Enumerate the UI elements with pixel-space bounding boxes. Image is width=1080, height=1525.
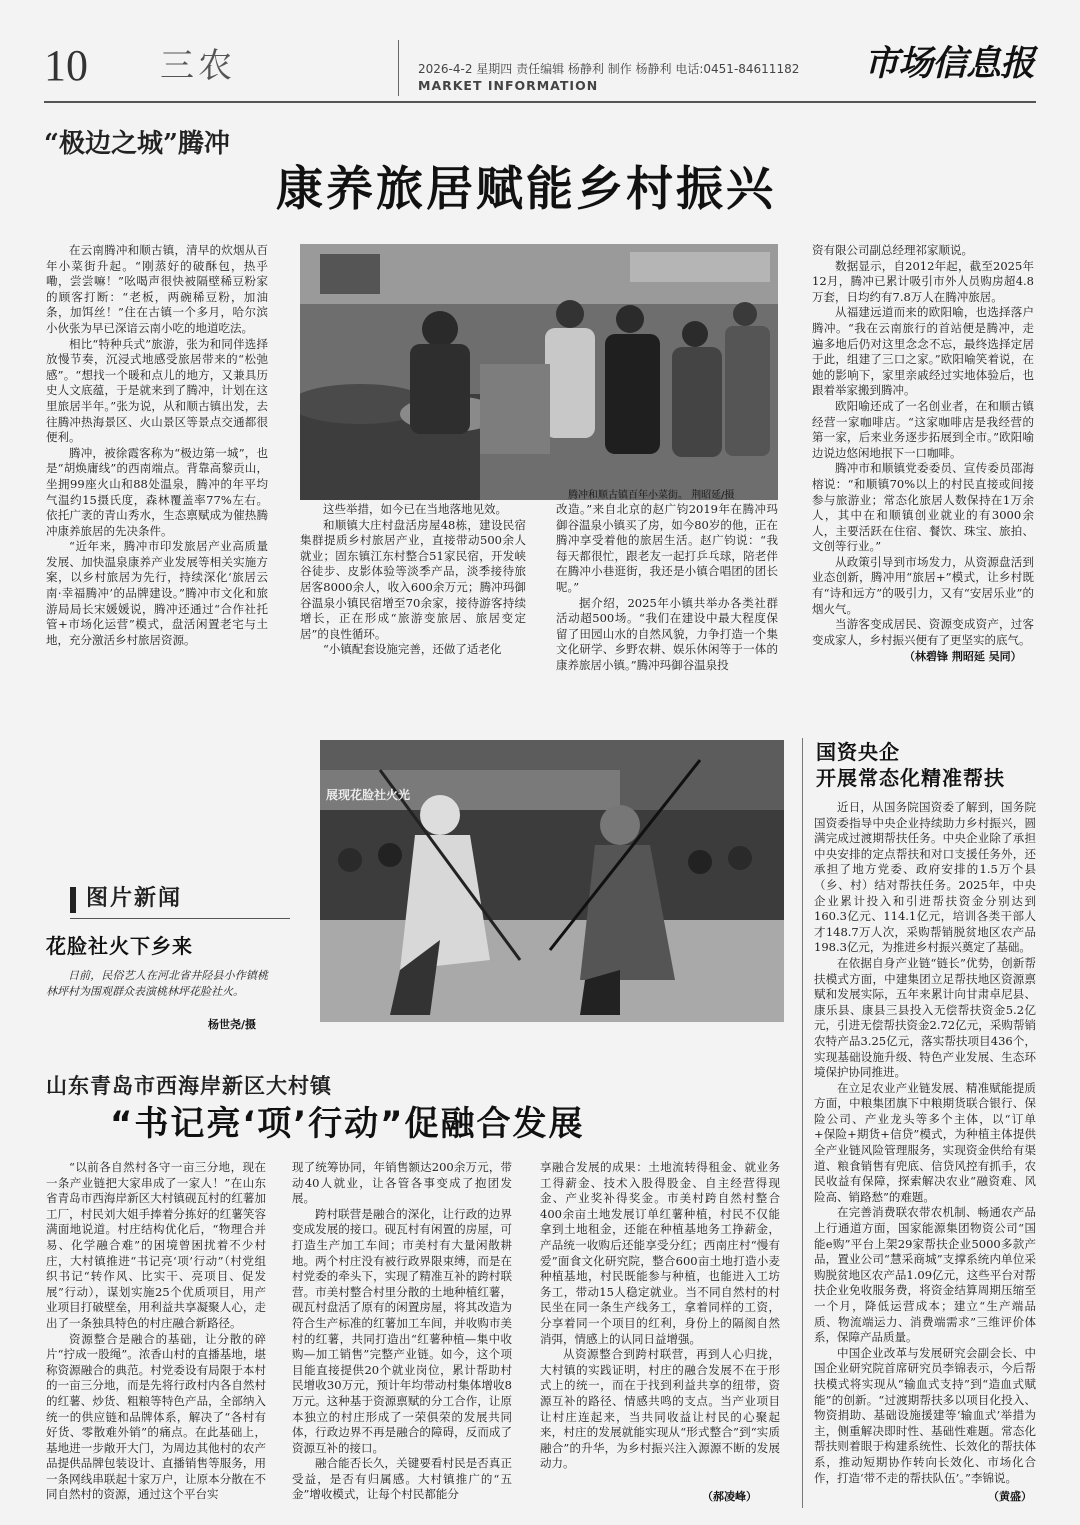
market-photo-caption: 腾冲和顺古镇百年小菜街。 荆昭延/摄 — [568, 490, 735, 501]
photo-news-tag: 图片新闻 — [86, 885, 183, 911]
paragraph: 和顺镇大庄村盘活房屋48栋，建设民宿集群提质乡村旅居产业，直接带动500余人就业；固东镇江东村整合51家民宿，开发峡谷徒步、皮影体验等淡季产品，淡季接待旅居客8000余人，收入600余万元；腾冲玛御谷温泉小镇民宿增至70余家，接待游客持续增长，正在形成“旅游变旅居、旅居变定居”的良性循环。 — [300, 517, 526, 641]
photo-news-headline: 花脸社火下乡来 — [46, 934, 193, 958]
article1-headline: 康养旅居赋能乡村振兴 — [276, 162, 776, 217]
page-number: 10 — [44, 41, 88, 90]
section-name: 三农 — [160, 46, 236, 86]
article3-headline-line1: 国资央企 — [816, 740, 900, 764]
article1-column-4 — [812, 243, 1034, 648]
face-paint-performance-photo — [320, 740, 784, 1022]
paragraph: 现了统筹协同，年销售额达200余万元，带动40人就业，让各管各事变成了抱团发展。 — [292, 1160, 512, 1206]
paragraph: 跨村联营是融合的深化，让行政的边界变成发展的接口。砚瓦村有闲置的房屋，可打造生产加工车间；市美村有大量闲散耕地。两个村庄没有被行政界限束缚，而是在村党委的牵头下，实现了精准互补的跨村联营。市美村整合村里分散的土地种植红薯，砚瓦村盘活了原有的闲置房屋，将其改造为符合生产标准的红薯加工车间，并收购市美村的红薯，共同打造出“红薯种植—集中收购—加工销售”完整产业链。如今，这个项目能直接提供20个就业岗位，累计帮助村民增收30万元，预计年均带动村集体增收8万元。这种基于资源禀赋的分工合作，让原本独立的村庄形成了一荣俱荣的发展共同体，行政边界不再是融合的障碍，反而成了资源互补的接口。 — [292, 1206, 512, 1455]
paragraph: 近日，从国务院国资委了解到，国务院国资委指导中央企业持续助力乡村振兴，圆满完成过渡期帮扶任务。中央企业除了承担中央安排的定点帮扶和对口支援任务外，还承担了地方党委、政府安排的1.5万个县（乡、村）结对帮扶任务。2025年，中央企业累计投入和引进帮扶资金分别达到160.3亿元、114.1亿元，培训各类干部人才148.7万人次，采购帮销脱贫地区农产品198.3亿元，为推进乡村振兴奠定了基础。 — [814, 800, 1036, 955]
market-street-photo — [300, 244, 778, 500]
photo-news-rule — [70, 918, 290, 919]
paragraph: 从资源整合到跨村联营，再到人心归拢，大村镇的实践证明，村庄的融合发展不在于形式上的统一，而在于找到利益共享的纽带，资源互补的路径、情感共鸣的支点。当产业项目让村庄连起来，当共同收益让村民的心聚起来，村庄的发展就能实现从“形式整合”到“实质融合”的升华，为乡村振兴注入源源不断的发展动力。 — [540, 1347, 780, 1471]
article2-column-1 — [46, 1160, 266, 1503]
paragraph: 据介绍，2025年小镇共举办各类社群活动超500场。“我们在建设中最大程度保留了田园山水的自然风貌，力争打造一个集文化研学、乡野农耕、娱乐休闲等于一体的康养旅居小镇。”腾冲玛御谷温泉投 — [556, 595, 778, 672]
article2-headline: “书记亮‘项’行动”促融合发展 — [110, 1104, 585, 1144]
paragraph: 在立足农业产业链发展、精准赋能提质方面，中粮集团旗下中粮期货联合银行、保险公司、产业龙头等多个主体，以“订单+保险+期货+信贷”模式，为种植主体提供全产业链风险管理服务，实现资金供给有渠道、粮食销售有兜底、信贷风控有抓手，农民收益有保障，探索解决农业“融资难、风险高、销路愁”的难题。 — [814, 1080, 1036, 1204]
article1-kicker: “极边之城”腾冲 — [44, 129, 230, 159]
article1-column-3 — [556, 502, 778, 674]
paragraph: 在完善消费联农带农机制、畅通农产品上行通道方面，国家能源集团物资公司“国能e购”平台上架29家帮扶企业5000多款产品，置业公司“慧采商城”支撑系统内单位采购脱贫地区农产品1.09亿元，这些平台对帮扶企业免收服务费，将资金结算周期压缩至一个月，降低运营成本；建立“生产端品质、物流端运力、消费端需求”三维评价体系，保障产品质量。 — [814, 1205, 1036, 1345]
paragraph: 资源整合是融合的基础，让分散的碎片“拧成一股绳”。浓香山村的直播基地，堪称资源融合的典范。村党委设有局限于本村的一亩三分地，而是先将行政村内各自然村的红薯、炒货、粗粮等特色产品，全部纳入统一的供应链和品牌体系，解决了“各村有好货、零散难外销”的痛点。在此基础上，基地进一步敞开大门，为周边其他村的农产品提供品牌包装设计、直播销售等服务，用一条网线串联起十家万户，让原本分散在不同自然村的资源，通过这个平台实 — [46, 1331, 266, 1502]
market-photo-illustration — [300, 244, 778, 500]
paragraph: 日前，民俗艺人在河北省井陉县小作镇桃林坪村为围观群众表演桃林坪花脸社火。 — [46, 969, 268, 998]
article2-byline: （郝凌峰） — [702, 1490, 757, 1503]
issue-meta: 2026-4-2 星期四 责任编辑 杨静利 制作 杨静利 电话:0451-84611182 — [418, 62, 800, 76]
paragraph: 在依据自身产业链“链长”优势，创新帮扶模式方面，中建集团立足帮扶地区资源禀赋和发展实际，五年来累计向甘肃卓尼县、康乐县、康县三县投入无偿帮扶资金5.2亿元，引进无偿帮扶资金2.72亿元，采购帮销农特产品3.25亿元，落实帮扶项目436个，实现基础设施升级、特色产业发展、生态环境保护协同推进。 — [814, 955, 1036, 1080]
article2-kicker: 山东青岛市西海岸新区大村镇 — [46, 1073, 332, 1098]
paragraph: 改造。”来自北京的赵广钧2019年在腾冲玛御谷温泉小镇买了房，如今80岁的他，正在腾冲享受着他的旅居生活。赵广钧说：“我每天都很忙，跟老友一起打乒乓球，陪老伴在腾冲小巷逛街，我还是小镇合唱团的团长呢。” — [556, 502, 778, 594]
article3-headline-line2: 开展常态化精准帮扶 — [816, 766, 1005, 790]
paragraph: 腾冲市和顺镇党委委员、宣传委员邵海榕说：“和顺镇70%以上的村民直接或间接参与旅游业；常态化旅居人数保持在1万余人，其中在和顺镇创业就业的有3000余人，主要活跃在住宿、餐饮、珠宝、旅拍、文创等行业。” — [812, 461, 1034, 554]
photo-news-caption — [46, 968, 268, 999]
paragraph: 欧阳喻还成了一名创业者，在和顺古镇经营一家咖啡店。“这家咖啡店是我经营的第一家，后来业务逐步拓展到全市。”欧阳喻边说边悠闲地抿下一口咖啡。 — [812, 398, 1034, 460]
article3-divider — [802, 738, 803, 1508]
performance-photo-illustration — [320, 740, 784, 1022]
masthead-english: MARKET INFORMATION — [418, 78, 599, 93]
paragraph: 融合能否长久，关键要看村民是否真正受益，是否有归属感。大村镇推广的“五金”增收模式，让每个村民都能分 — [292, 1456, 512, 1502]
article1-byline: （林碧锋 荆昭延 吴同） — [904, 650, 1022, 663]
photo-news-credit: 杨世尧/摄 — [208, 1018, 257, 1031]
paragraph: “近年来，腾冲市印发旅居产业高质量发展、加快温泉康养产业发展等相关实施方案，以乡村旅居为先行，持续深化‘旅居云南·幸福腾冲’的品牌建设。”腾冲市文化和旅游局局长宋媛媛说，腾冲还通过“合作社托管+市场化运营”模式，盘活闲置老宅与土地，充分激活乡村旅居资源。 — [46, 539, 268, 647]
banner-text: 展现花脸社火光 — [326, 788, 411, 802]
header-rule — [44, 101, 1036, 103]
paragraph: 享融合发展的成果：土地流转得租金、就业务工得薪金、技术入股得股金、自主经营得现金、产业奖补得奖金。市美村跨自然村整合400余亩土地发展订单红薯种植，村民不仅能拿到土地租金，还能在种植基地务工挣薪金，产品统一收购后还能享受分红；西南庄村“慢有爱”面食文化研究院，整合600亩土地打造小麦种植基地，村民既能参与种植，也能进入工坊务工，带动15人稳定就业。当不同自然村的村民坐在同一条生产线务工，拿着同样的工资，分享着同一个项目的红利，身份上的隔阂自然消弭，情感上的认同日益增强。 — [540, 1160, 780, 1346]
paragraph: 相比“特种兵式”旅游，张为和同伴选择放慢节奏，沉浸式地感受旅居带来的“松弛感”。“想找一个暖和点儿的地方，又兼具历史人文底蕴，于是就来到了腾冲，计划在这里旅居半年。”张为说，从和顺古镇出发，去往腾冲热海景区、火山景区等景点交通都很便利。 — [46, 336, 268, 445]
paragraph: 中国企业改革与发展研究会副会长、中国企业研究院首席研究员李锦表示，今后帮扶模式将实现从“输血式支持”到“造血式赋能”的创新。“过渡期帮扶多以项目化投入、物资捐助、基础设施援建等‘输血式’举措为主，侧重解决即时性、基础性难题。常态化帮扶则着眼于构建系统性、长效化的帮扶体系，推动短期协作转向长效化、市场化合作，打造‘带不走的帮扶队伍’。”李锦说。 — [814, 1345, 1036, 1485]
paragraph: 数据显示，自2012年起，截至2025年12月，腾冲已累计吸引市外人员购房超4.8万套，日均约有7.8万人在腾冲旅居。 — [812, 258, 1034, 304]
photo-news-tag-bar — [70, 887, 76, 913]
article2-column-3 — [540, 1160, 780, 1472]
newspaper-logo: 市场信息报 — [864, 43, 1035, 84]
paragraph: “以前各自然村各守一亩三分地，现在一条产业链把大家串成了一家人！”在山东省青岛市西海岸新区大村镇砚瓦村的红薯加工厂，村民刘大姐手捧着分拣好的红薯笑容满面地说道。村庄结构优化后，“物理合并易、化学融合难”的困境曾困扰着不少村庄，大村镇推进“书记亮‘项’行动”（村党组织书记“转作风、比实干、亮项目、促发展”行动），谋划实施25个优质项目，用产业项目打破壁垒，用利益共享凝聚人心，走出了一条独具特色的村庄融合新路径。 — [46, 1160, 266, 1330]
article1-column-2 — [300, 502, 526, 658]
paragraph: 这些举措，如今已在当地落地见效。 — [323, 502, 507, 516]
paragraph: 在云南腾冲和顺古镇，清早的炊烟从百年小菜街升起。“刚蒸好的破酥包，热乎嘞，尝尝嘛！”吆喝声很快被隔壁稀豆粉家的顾客打断：“老板，两碗稀豆粉，加油条，加饵丝！”住在古镇一个多月，哈尔滨小伙张为早已深谙云南小吃的地道吃法。 — [46, 243, 268, 335]
paragraph: 从福建远道而来的欧阳喻，也选择落户腾冲。“我在云南旅行的首站便是腾冲，走遍多地后仍对这里念念不忘，最终选择定居于此，组建了三口之家。”欧阳喻笑着说，在她的影响下，家里亲戚经过实地体验后，也跟着举家搬到腾冲。 — [812, 305, 1034, 398]
paragraph: 从政策引导到市场发力，从资源盘活到业态创新，腾冲用“旅居+”模式，让乡村既有“诗和远方”的吸引力，又有“安居乐业”的烟火气。 — [812, 554, 1034, 616]
article3-column — [814, 800, 1036, 1486]
paragraph: 当游客变成居民、资源变成资产，过客变成家人，乡村振兴便有了更坚实的底气。 — [812, 617, 1034, 647]
paragraph: “小镇配套设施完善，还做了适老化 — [323, 642, 502, 657]
paragraph: 腾冲，被徐霞客称为“极边第一城”，也是“胡焕庸线”的西南端点。背靠高黎贡山，坐拥99座火山和88处温泉，腾冲的年平均气温约15摄氏度，森林覆盖率77%左右。依托广袤的青山秀水，生态禀赋成为催热腾冲康养旅居的先决条件。 — [46, 445, 268, 538]
article3-byline: （黄盛） — [988, 1490, 1032, 1503]
article2-column-2 — [292, 1160, 512, 1503]
article1-column-1 — [46, 243, 268, 648]
paragraph: 资有限公司副总经理祁家顺说。 — [812, 243, 973, 257]
header-divider — [398, 40, 399, 96]
